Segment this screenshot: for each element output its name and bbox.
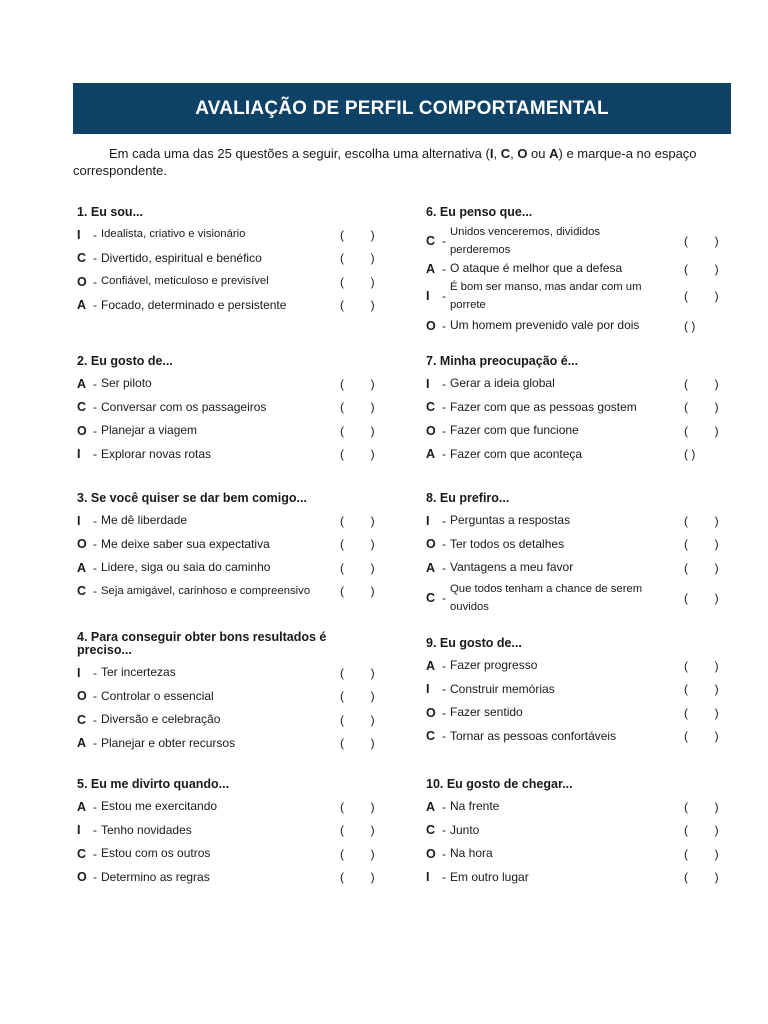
instructions-text: Em cada uma das 25 questões a seguir, escolha uma alternativa ( [109,146,490,161]
question-8 [426,492,736,616]
question-10 [426,778,736,889]
option-letter: C [77,584,87,599]
option-letter: A [77,736,87,751]
option-letter: O [77,274,87,289]
option-letter: C [77,251,87,266]
option[interactable]: O - Fazer com que funcione ( ) [426,423,719,438]
answer-box[interactable]: ( ) [684,400,719,415]
option-text: Na frente [450,799,500,814]
answer-box[interactable]: ( ) [684,799,719,814]
option-letter: O [426,423,436,438]
question-5 [77,778,387,889]
option[interactable]: O - Planejar a viagem ( ) [77,423,375,438]
question-title: 1. Eu sou... [77,205,143,219]
title-banner [73,83,731,134]
option-text: Lidere, siga ou saia do caminho [101,560,271,575]
option-letter: I [77,227,81,242]
answer-box[interactable]: ( ) [684,846,719,861]
answer-box[interactable]: ( ) [684,870,719,885]
option-letter: A [77,799,87,814]
option-letter: C [426,400,436,415]
answer-box[interactable]: ( ) [340,823,375,838]
option[interactable]: O - Me deixe saber sua expectativa ( ) [77,536,375,552]
answer-box[interactable]: ( ) [684,705,719,720]
option[interactable]: I - Me dê liberdade ( ) [77,513,375,528]
option-text: Gerar a ideia global [450,376,555,391]
instructions-sep: , [493,146,501,161]
answer-box[interactable]: ( ) [684,823,719,838]
option[interactable]: I - Explorar novas rotas ( ) [77,446,375,462]
answer-box[interactable]: ( ) [684,289,719,303]
option-text: Em outro lugar [450,869,529,884]
answer-box[interactable]: ( ) [340,665,375,680]
option-text: Me dê liberdade [101,513,188,528]
option[interactable]: C - Fazer com que as pessoas gostem ( ) [426,399,719,415]
answer-box[interactable]: ( ) [340,689,375,704]
question-title: 10. Eu gosto de chegar... [426,777,573,791]
option-letter: O [77,537,87,552]
option[interactable]: O - Fazer sentido ( ) [426,705,719,720]
option-text: Diversão e celebração [101,712,221,727]
option-text: Explorar novas rotas [101,446,212,461]
option-text: É bom ser manso, mas andar com um porrete [450,281,642,311]
option-letter: I [426,682,430,697]
option[interactable]: A - Fazer com que aconteça ( ) [426,446,696,462]
answer-box[interactable]: ( ) [340,400,375,415]
option[interactable]: O - Um homem prevenido vale por dois ( ) [426,318,696,333]
page-title: AVALIAÇÃO DE PERFIL COMPORTAMENTAL [195,97,609,119]
option[interactable]: C - Divertido, espiritual e benéfico ( ) [77,250,375,266]
option-letter: O [426,537,436,552]
option[interactable]: A - Lidere, siga ou saia do caminho ( ) [77,560,375,575]
answer-box[interactable]: ( ) [340,447,375,462]
option-text: Ser piloto [101,376,152,391]
option[interactable]: O - Controlar o essencial ( ) [77,688,375,704]
option-text: Conversar com os passageiros [101,399,267,414]
option[interactable]: I - Construir memórias ( ) [426,681,719,697]
option[interactable]: I - Gerar a ideia global ( ) [426,376,719,391]
instructions-sep: , [510,146,518,161]
option-letter: C [77,846,87,861]
option[interactable]: C - Conversar com os passageiros ( ) [77,399,375,415]
option[interactable]: A - Vantagens a meu favor ( ) [426,560,719,575]
option[interactable]: C - Diversão e celebração ( ) [77,712,375,727]
option-letter: C [426,590,436,605]
option-text: Tornar as pessoas confortáveis [450,728,617,743]
option-text: Divertido, espiritual e benéfico [101,250,262,265]
option-text: Fazer com que aconteça [450,446,583,461]
option-text: Construir memórias [450,681,555,696]
answer-box[interactable]: ( ) [684,234,719,248]
answer-box[interactable]: ( ) [340,251,375,266]
option-letter: O [426,318,436,333]
option[interactable]: C - Unidos venceremos, divididos perderemos ( ) [426,223,736,259]
option[interactable]: A - Fazer progresso ( ) [426,658,719,673]
instructions-letter: C [500,146,511,161]
option-letter: C [426,234,436,248]
option[interactable]: I - Idealista, criativo e visionário ( ) [77,227,375,242]
answer-box[interactable]: ( ) [340,870,375,885]
option-letter: C [77,400,87,415]
instructions-letter: A [549,146,559,161]
option-letter: A [426,799,436,814]
question-6 [426,206,736,338]
question-3 [77,492,387,603]
option[interactable]: O - Determino as regras ( ) [77,869,375,885]
option[interactable]: C - Junto ( ) [426,822,719,838]
option[interactable]: O - Confiável, meticuloso e previsível ( ) [77,274,375,289]
option-text: Planejar a viagem [101,423,198,438]
option[interactable]: C - Estou com os outros ( ) [77,846,375,861]
option-text: Perguntas a respostas [450,513,571,528]
answer-box[interactable]: ( ) [684,560,719,575]
answer-box[interactable]: ( ) [340,537,375,552]
option-text: Unidos venceremos, divididos perderemos [450,226,601,256]
question-title: 9. Eu gosto de... [426,636,522,650]
option-text: Fazer com que as pessoas gostem [450,399,637,414]
option-letter: O [426,705,436,720]
option-text: Tenho novidades [101,822,192,837]
option-text: Um homem prevenido vale por dois [450,318,640,333]
answer-box[interactable]: ( ) [340,846,375,861]
option[interactable]: A - Ser piloto ( ) [77,376,375,391]
option-letter: A [426,447,436,462]
question-title: 3. Se você quiser se dar bem comigo... [77,491,307,505]
question-4 [77,631,387,755]
option-letter: A [426,560,436,575]
option[interactable]: I - Tenho novidades ( ) [77,822,375,838]
option[interactable]: I - Ter incertezas ( ) [77,665,375,680]
option-text: Na hora [450,846,493,861]
option-text: Determino as regras [101,869,210,884]
option-letter: A [77,560,87,575]
instructions [73,145,733,179]
option-text: Fazer com que funcione [450,423,579,438]
option-letter: A [426,261,436,276]
instructions-letter: I [489,146,494,161]
answer-box[interactable]: ( ) [340,227,375,242]
answer-box[interactable]: ( ) [340,799,375,814]
instructions-sep: ou [527,146,550,161]
question-2 [77,355,387,466]
option[interactable]: I - Perguntas a respostas ( ) [426,513,719,528]
answer-box[interactable]: ( ) [684,729,719,744]
option[interactable]: C - Seja amigável, carinhoso e compreensivo ( ) [77,584,375,599]
question-title: 8. Eu prefiro... [426,491,510,505]
option-letter: C [426,823,436,838]
instructions-text: ) e marque-a no espaço correspondente. [73,146,697,178]
option[interactable]: A - Na frente ( ) [426,799,719,814]
answer-box[interactable]: ( ) [684,590,719,605]
option[interactable]: O - Ter todos os detalhes ( ) [426,536,719,552]
option-text: Estou me exercitando [101,799,218,814]
question-title: 5. Eu me divirto quando... [77,777,230,791]
option-text: Que todos tenham a chance de serem ouvidos [450,582,643,613]
option[interactable]: I - É bom ser manso, mas andar com um porrete ( ) [426,278,736,314]
answer-box[interactable]: ( ) [340,513,375,528]
option-letter: I [77,513,81,528]
option[interactable]: A - Planejar e obter recursos ( ) [77,735,375,751]
answer-box[interactable]: ( ) [340,423,375,438]
question-9 [426,637,736,748]
instructions-letter: O [517,146,528,161]
option-letter: C [426,729,436,744]
option-text: O ataque é melhor que a defesa [450,261,623,275]
option-letter: I [426,376,430,391]
option-text: Vantagens a meu favor [450,560,574,575]
question-title: 6. Eu penso que... [426,205,533,219]
answer-box[interactable]: ( ) [684,447,696,462]
option-text: Estou com os outros [101,846,211,861]
option[interactable]: O - Na hora ( ) [426,846,719,861]
option-letter: I [77,823,81,838]
option-text: Idealista, criativo e visionário [101,228,246,241]
question-7 [426,355,736,466]
option-text: Controlar o essencial [101,688,214,703]
option-letter: I [426,289,430,303]
answer-box[interactable]: ( ) [684,423,719,438]
option[interactable]: A - Estou me exercitando ( ) [77,799,375,814]
option-text: Focado, determinado e persistente [101,297,287,312]
option-text: Seja amigável, carinhoso e compreensivo [101,584,311,597]
option-letter: A [77,376,87,391]
option[interactable]: C - Que todos tenham a chance de serem ouvidos ( ) [426,580,736,616]
answer-box[interactable]: ( ) [340,298,375,313]
option[interactable]: A - Focado, determinado e persistente ( ) [77,297,375,313]
option-letter: C [77,712,87,727]
option-letter: O [77,689,87,704]
option-text: Fazer sentido [450,705,523,720]
question-title: 7. Minha preocupação é... [426,354,579,368]
answer-box[interactable]: ( ) [340,712,375,727]
option-text: Me deixe saber sua expectativa [101,536,270,551]
option-letter: I [77,665,81,680]
answer-box[interactable]: ( ) [340,274,375,289]
question-1 [77,206,387,317]
option[interactable]: C - Tornar as pessoas confortáveis ( ) [426,728,719,744]
answer-box[interactable]: ( ) [340,560,375,575]
option[interactable]: I - Em outro lugar ( ) [426,869,719,885]
option-text: Ter todos os detalhes [450,536,565,551]
option-letter: I [426,513,430,528]
answer-box[interactable]: ( ) [684,261,719,276]
answer-box[interactable]: ( ) [340,376,375,391]
option-text: Confiável, meticuloso e previsível [101,275,269,288]
option-letter: I [426,870,430,885]
answer-box[interactable]: ( ) [684,318,696,333]
option-text: Planejar e obter recursos [101,735,236,750]
option-letter: A [77,298,87,313]
question-title: 4. Para conseguir obter bons resultados é preciso... [77,630,327,657]
option[interactable]: A - O ataque é melhor que a defesa ( ) [426,261,719,276]
option-text: Fazer progresso [450,658,538,673]
answer-box[interactable]: ( ) [684,537,719,552]
answer-box[interactable]: ( ) [684,682,719,697]
option-letter: O [77,870,87,885]
answer-box[interactable]: ( ) [340,584,375,599]
answer-box[interactable]: ( ) [340,736,375,751]
option-text: Ter incertezas [101,665,176,680]
option-letter: O [426,846,436,861]
option-text: Junto [450,822,480,837]
option-letter: A [426,658,436,673]
option-letter: I [77,447,81,462]
option-letter: O [77,423,87,438]
answer-box[interactable]: ( ) [684,513,719,528]
answer-box[interactable]: ( ) [684,658,719,673]
answer-box[interactable]: ( ) [684,376,719,391]
question-title: 2. Eu gosto de... [77,354,173,368]
